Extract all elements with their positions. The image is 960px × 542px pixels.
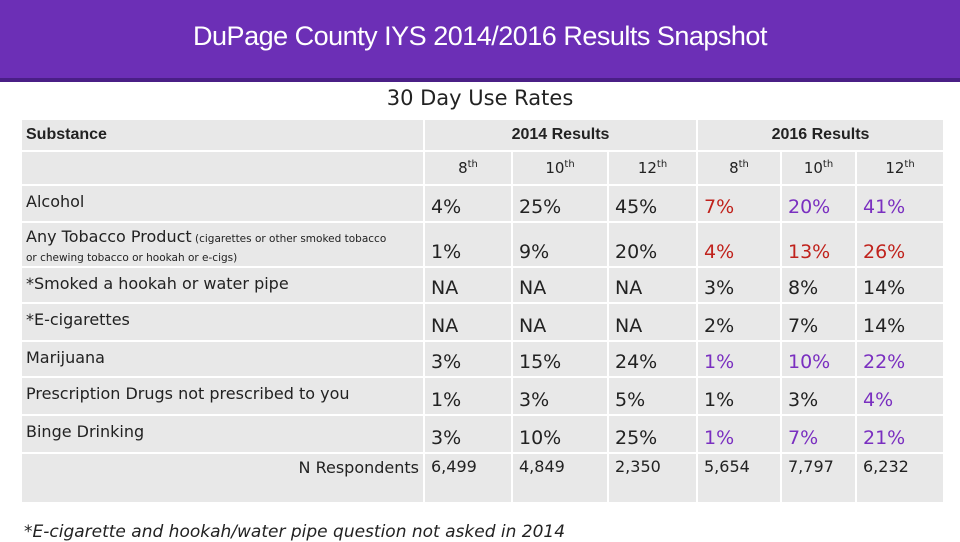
- value-2014-grade-8: NA: [424, 303, 512, 341]
- title-banner: [0, 0, 960, 82]
- substance-label: [21, 415, 424, 453]
- grade-header-2016-10: [781, 151, 856, 185]
- value-2014-grade-12: 20%: [608, 222, 697, 267]
- value-2014-grade-12: 24%: [608, 341, 697, 377]
- value-2016-grade-8: 4%: [697, 222, 781, 267]
- grade-header-2014-10: [512, 151, 608, 185]
- respondents-2016-grade-8: 5,654: [697, 453, 781, 503]
- value-2016-grade-10: 7%: [781, 415, 856, 453]
- grade-header-2016-8: [697, 151, 781, 185]
- grade-suffix: th: [904, 159, 915, 170]
- respondents-2016-grade-10: 7,797: [781, 453, 856, 503]
- respondents-2014-grade-10: 4,849: [512, 453, 608, 503]
- value-2016-grade-8: 7%: [697, 185, 781, 222]
- substance-label: [21, 185, 424, 222]
- grade-row-blank: [21, 151, 424, 185]
- value-2014-grade-12: NA: [608, 303, 697, 341]
- grade-number: 10: [545, 159, 565, 177]
- value-2014-grade-10: NA: [512, 267, 608, 303]
- table-subtitle: 30 Day Use Rates: [386, 86, 574, 110]
- table-row: [21, 185, 944, 222]
- grade-suffix: th: [738, 159, 749, 170]
- value-2014-grade-12: NA: [608, 267, 697, 303]
- respondents-2014-grade-12: 2,350: [608, 453, 697, 503]
- value-2016-grade-10: 8%: [781, 267, 856, 303]
- group-header-2014: 2014 Results: [424, 119, 697, 151]
- substance-label: [21, 222, 424, 267]
- value-2016-grade-8: 1%: [697, 341, 781, 377]
- value-2016-grade-8: 2%: [697, 303, 781, 341]
- page-title: DuPage County IYS 2014/2016 Results Snapshot: [193, 20, 767, 51]
- grade-suffix: th: [467, 159, 478, 170]
- substance-label: [21, 267, 424, 303]
- value-2014-grade-12: 45%: [608, 185, 697, 222]
- substance-label: [21, 341, 424, 377]
- value-2014-grade-10: 10%: [512, 415, 608, 453]
- value-2014-grade-12: 25%: [608, 415, 697, 453]
- grade-header-2014-8: [424, 151, 512, 185]
- value-2016-grade-8: 1%: [697, 415, 781, 453]
- grade-number: 8: [729, 159, 739, 177]
- respondents-row: [21, 453, 944, 503]
- substance-label: [21, 303, 424, 341]
- value-2014-grade-10: NA: [512, 303, 608, 341]
- table-row: [21, 415, 944, 453]
- grade-suffix: th: [564, 159, 575, 170]
- table-row: [21, 267, 944, 303]
- value-2014-grade-8: 3%: [424, 415, 512, 453]
- value-2016-grade-12: 41%: [856, 185, 944, 222]
- value-2016-grade-10: 10%: [781, 341, 856, 377]
- grade-number: 12: [885, 159, 905, 177]
- substance-name: Any Tobacco Product: [26, 227, 192, 246]
- substance-note: (cigarettes or other smoked tobacco: [195, 233, 387, 245]
- value-2014-grade-10: 25%: [512, 185, 608, 222]
- grade-header-2016-12: [856, 151, 944, 185]
- grade-suffix: th: [822, 159, 834, 170]
- substance-name: Binge Drinking: [26, 422, 145, 441]
- value-2014-grade-10: 15%: [512, 341, 608, 377]
- table-row: [21, 377, 944, 415]
- value-2014-grade-10: 9%: [512, 222, 608, 267]
- value-2014-grade-8: 3%: [424, 341, 512, 377]
- results-table: [20, 118, 945, 504]
- group-header-2016: 2016 Results: [697, 119, 944, 151]
- value-2016-grade-10: 7%: [781, 303, 856, 341]
- value-2016-grade-10: 3%: [781, 377, 856, 415]
- substance-header: Substance: [21, 119, 424, 151]
- substance-label: [21, 377, 424, 415]
- value-2016-grade-12: 21%: [856, 415, 944, 453]
- grade-number: 10: [803, 159, 823, 177]
- table-row: [21, 303, 944, 341]
- value-2014-grade-8: 1%: [424, 377, 512, 415]
- substance-name: Marijuana: [26, 348, 105, 367]
- value-2016-grade-10: 13%: [781, 222, 856, 267]
- grade-number: 8: [458, 159, 468, 177]
- grade-number: 12: [637, 159, 657, 177]
- value-2016-grade-10: 20%: [781, 185, 856, 222]
- substance-note-continued: or chewing tobacco or hookah or e-cigs): [26, 252, 238, 264]
- respondents-2016-grade-12: 6,232: [856, 453, 944, 503]
- value-2016-grade-12: 14%: [856, 303, 944, 341]
- value-2014-grade-8: 4%: [424, 185, 512, 222]
- substance-name: *E-cigarettes: [26, 310, 130, 329]
- value-2016-grade-8: 1%: [697, 377, 781, 415]
- value-2014-grade-8: NA: [424, 267, 512, 303]
- value-2016-grade-12: 14%: [856, 267, 944, 303]
- table-row: [21, 222, 944, 267]
- value-2016-grade-12: 4%: [856, 377, 944, 415]
- value-2014-grade-12: 5%: [608, 377, 697, 415]
- respondents-label: N Respondents: [21, 453, 424, 503]
- footnote: *E-cigarette and hookah/water pipe question not asked in 2014: [24, 522, 566, 542]
- respondents-2014-grade-8: 6,499: [424, 453, 512, 503]
- value-2014-grade-10: 3%: [512, 377, 608, 415]
- table-row: [21, 341, 944, 377]
- substance-name: Alcohol: [26, 192, 85, 211]
- grade-header-2014-12: [608, 151, 697, 185]
- value-2016-grade-8: 3%: [697, 267, 781, 303]
- value-2016-grade-12: 22%: [856, 341, 944, 377]
- value-2014-grade-8: 1%: [424, 222, 512, 267]
- value-2016-grade-12: 26%: [856, 222, 944, 267]
- grade-suffix: th: [656, 159, 668, 170]
- substance-name: *Smoked a hookah or water pipe: [26, 274, 289, 293]
- substance-name: Prescription Drugs not prescribed to you: [26, 384, 350, 403]
